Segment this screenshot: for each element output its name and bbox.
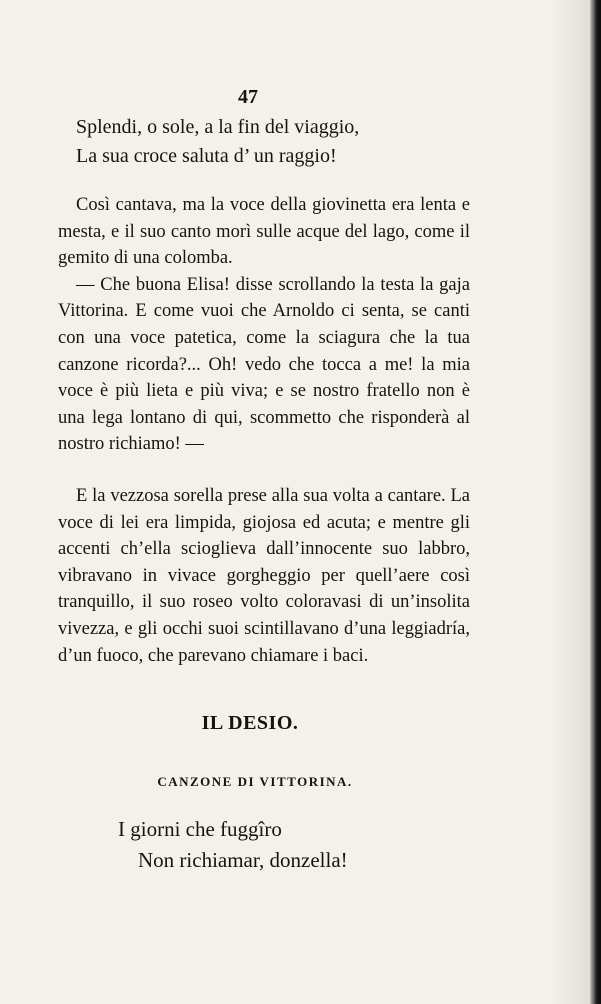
paragraph: E la vezzosa sorella prese alla sua volta a cantare. La voce di lei era limpida, giojosa ed acuta; e mentre gli accenti ch’ella scioglieva dall’innocente suo labbro, vibravano in vivace gorgheggio per quell’aere così tranquillo, il suo roseo volto coloravasi di un’insolita vivezza, e gli occhi suoi scintillavano d’una leggiadría, d’un fuoco, che parevano chiamare i baci. — [58, 486, 470, 666]
section-subtitle: CANZONE DI VITTORINA. — [157, 774, 353, 789]
verse-line: Splendi, o sole, a la fin del viaggio, — [76, 116, 360, 138]
section-title: IL DESIO. — [201, 712, 299, 734]
page-edge-shadow — [550, 0, 590, 1004]
prose-block-2 — [58, 483, 470, 669]
paragraph: — Che buona Elisa! disse scrollando la testa la gaja Vittorina. E come vuoi che Arnoldo ci senta, se canti con una voce patetica, come la sciagura che la tua canzone ricorda?... Oh! vedo che tocca a me! la mia voce è più lieta e più viva; e se nostro fratello non è una lega lontano di qui, scommetto che risponderà al nostro richiamo! — — [58, 274, 470, 455]
verse-line: La sua croce saluta d’ un raggio! — [76, 145, 337, 167]
paragraph: Così cantava, ma la voce della giovinetta era lenta e mesta, e il suo canto morì sulle acque del lago, come il gemito di una colomba. — [58, 195, 470, 269]
verse-line: I giorni che fuggîro — [118, 817, 282, 841]
verse-line: Non richiamar, donzella! — [138, 848, 348, 872]
prose-block-1 — [58, 192, 470, 458]
book-spine — [590, 0, 601, 1004]
verse-top — [76, 113, 359, 171]
verse-bottom — [118, 814, 348, 876]
page-number: 47 — [238, 86, 258, 108]
